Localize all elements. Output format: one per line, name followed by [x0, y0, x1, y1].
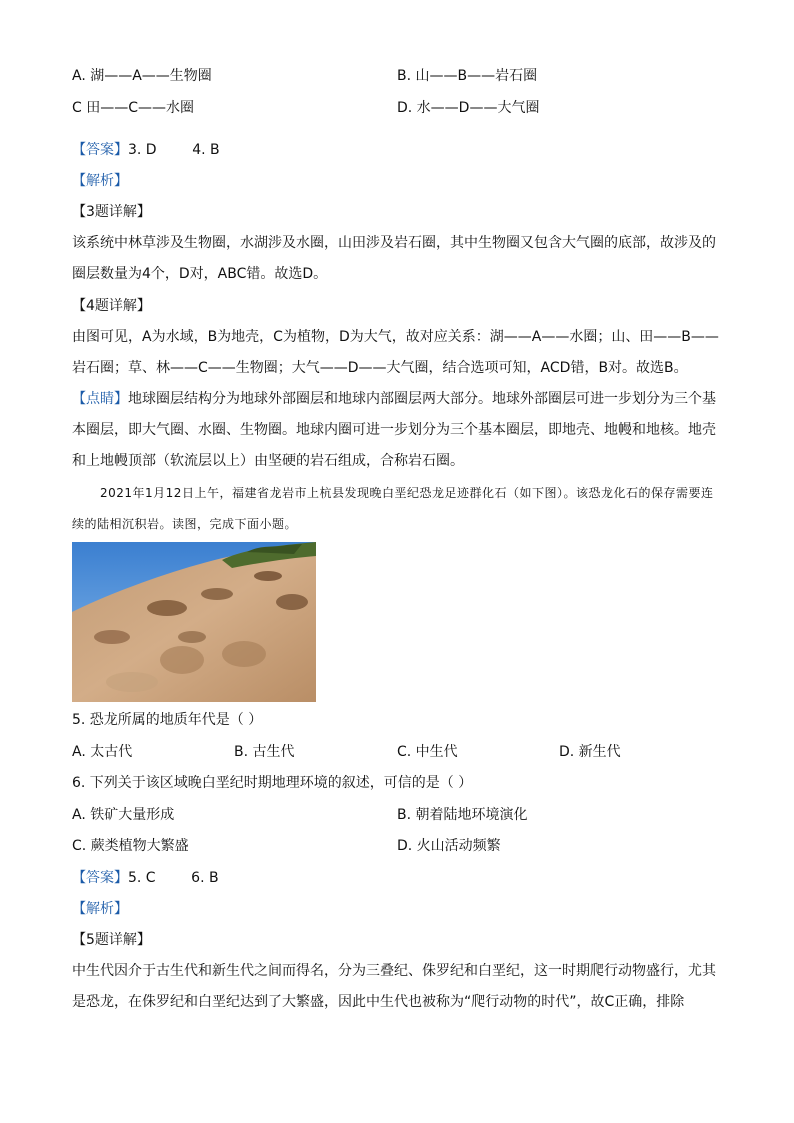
detail-4-text: 由图可见，A为水域，B为地壳，C为植物，D为大气，故对应关系：湖——A——水圈；山、田——B——岩石圈；草、林——C——生物圈；大气——D——大气圈，结合选项可知，ACD错，B对。故选B。: [72, 329, 719, 376]
tip-paragraph: [72, 384, 722, 477]
intro-paragraph: 2021年1月12日上午，福建省龙岩市上杭县发现晚白垩纪恐龙足迹群化石（如下图）。该恐龙化石的保存需要连续的陆相沉积岩。读图，完成下面小题。: [72, 486, 714, 531]
question-5-stem: 5. 恐龙所属的地质年代是（ ）: [72, 712, 263, 728]
q6-option-b: B. 朝着陆地环境演化: [397, 807, 528, 823]
detail-3-heading: 【3题详解】: [72, 204, 151, 220]
detail-5-heading: 【5题详解】: [72, 932, 151, 948]
detail-4-heading: 【4题详解】: [72, 298, 151, 314]
q5-option-b: B. 古生代: [234, 744, 295, 760]
tip-text: 地球圈层结构分为地球外部圈层和地球内部圈层两大部分。地球外部圈层可进一步划分为三个基本圈层，即大气圈、水圈、生物圈。地球内圈可进一步划分为三个基本圈层，即地壳、地幔和地核。地壳和上地幔顶部（软流层以上）由坚硬的岩石组成，合称岩石圈。: [72, 391, 716, 469]
analysis-tag: 【解析】: [72, 901, 128, 917]
answer-text: 3. D 4. B: [128, 142, 220, 158]
detail-3-text: 该系统中林草涉及生物圈，水湖涉及水圈，山田涉及岩石圈，其中生物圈又包含大气圈的底部，故涉及的圈层数量为4个，D对，ABC错。故选D。: [72, 235, 716, 282]
q5-option-c: C. 中生代: [397, 744, 458, 760]
q6-option-d: D. 火山活动频繁: [397, 838, 501, 854]
q5-option-a: A. 太古代: [72, 744, 133, 760]
dinosaur-footprint-photo: [72, 542, 316, 702]
analysis-tag: 【解析】: [72, 173, 128, 189]
detail-5-text: 中生代因介于古生代和新生代之间而得名，分为三叠纪、侏罗纪和白垩纪，这一时期爬行动物盛行，尤其是恐龙，在侏罗纪和白垩纪达到了大繁盛，因此中生代也被称为“爬行动物的时代”，故C正确，排除: [72, 963, 716, 1010]
answer-tag: 【答案】: [72, 142, 128, 158]
answer-text: 5. C 6. B: [128, 870, 219, 886]
dinosaur-footprint-icon: [72, 542, 316, 702]
q6-option-a: A. 铁矿大量形成: [72, 807, 175, 823]
q6-option-c: C. 蕨类植物大繁盛: [72, 838, 189, 854]
option-a-prev: A. 湖——A——生物圈: [72, 68, 212, 84]
answer-tag: 【答案】: [72, 870, 128, 886]
answer-5-6: [72, 868, 219, 888]
answer-3-4: [72, 140, 220, 160]
option-c-prev: C 田——C——水圈: [72, 100, 195, 116]
q5-option-d: D. 新生代: [559, 744, 621, 760]
option-b-prev: B. 山——B——岩石圈: [397, 68, 538, 84]
tip-tag: 【点睛】: [72, 391, 128, 407]
question-6-stem: 6. 下列关于该区域晚白垩纪时期地理环境的叙述，可信的是（ ）: [72, 775, 473, 791]
option-d-prev: D. 水——D——大气圈: [397, 100, 540, 116]
